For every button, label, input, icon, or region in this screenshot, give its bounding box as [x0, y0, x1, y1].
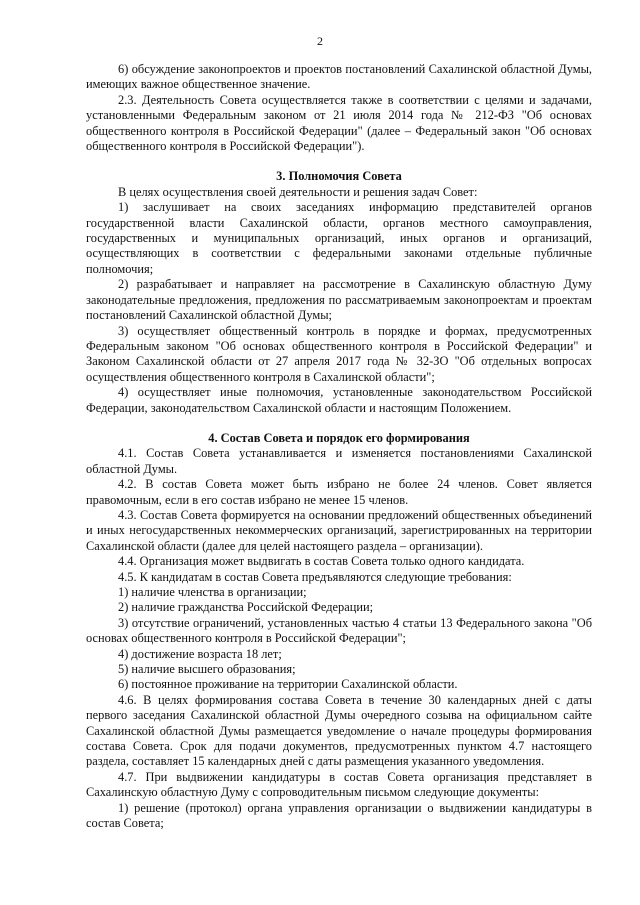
paragraph: 2.3. Деятельность Совета осуществляется также в соответствии с целями и задачами, установленными Федеральным законом от 21 июля 2014 года № 212-ФЗ "Об основах общественного контроля в Российской Федерации" (далее – Федеральный закон "Об основах общественного контроля в Российской Федерации").	[86, 92, 592, 154]
list-item: 4) достижение возраста 18 лет;	[118, 646, 282, 661]
list-item: 2) разрабатывает и направляет на рассмотрение в Сахалинскую областную Думу законодательные предложения, предложения по рассматриваемым законопроектам и проектам постановлений Сахалинской областной Думы;	[86, 277, 592, 323]
paragraph: 4.6. В целях формирования состава Совета в течение 30 календарных дней с даты первого заседания Сахалинской областной Думы очередного созыва на официальном сайте Сахалинской областной Думы размещается уведомление о начале процедуры формирования состава Совета. Срок для подачи документов, предусмотренных пунктом 4.7 настоящего раздела, составляет 15 календарных дней с даты размещения указанного уведомления.	[86, 692, 592, 769]
spacer	[86, 154, 592, 169]
list-item: 3) отсутствие ограничений, установленных частью 4 статьи 13 Федерального закона "Об основах общественного контроля в Российской Федерации";	[86, 615, 592, 646]
page-number: 2	[317, 34, 323, 48]
list-item: 1) решение (протокол) органа управления организации о выдвижении кандидатуры в состав Совета;	[86, 800, 592, 831]
spacer	[86, 416, 592, 431]
list-item: 5) наличие высшего образования;	[118, 662, 296, 677]
list-item: 3) осуществляет общественный контроль в порядке и формах, предусмотренных Федеральным законом "Об основах общественного контроля в Российской Федерации" и Законом Сахалинской области от 27 апреля 2017 года № 32-ЗО "Об отдельных вопросах осуществления общественного контроля в Сахалинской области";	[86, 323, 592, 384]
paragraph: 4.7. При выдвижении кандидатуры в состав Совета организация представляет в Сахалинскую областную Думу с сопроводительным письмом следующие документы:	[86, 769, 592, 800]
paragraph: В целях осуществления своей деятельности и решения задач Совет:	[118, 184, 478, 199]
paragraph: 4.3. Состав Совета формируется на основании предложений общественных объединений и иных негосударственных некоммерческих организаций, зарегистрированных на территории Сахалинской области (далее для целей настоящего раздела – организации).	[86, 507, 592, 553]
paragraph: 4.4. Организация может выдвигать в состав Совета только одного кандидата.	[118, 554, 525, 569]
section-heading: 3. Полномочия Совета	[276, 169, 402, 184]
list-item: 1) заслушивает на своих заседаниях информацию представителей органов государственной власти Сахалинской области, органов местного самоуправления, государственных и муниципальных организаций, иных органов и организаций, осуществляющих в соответствии с федеральными законами отдельные публичные полномочия;	[86, 200, 592, 276]
list-item: 2) наличие гражданства Российской Федерации;	[118, 600, 374, 615]
paragraph: 4.1. Состав Совета устанавливается и изменяется постановлениями Сахалинской областной Думы.	[86, 446, 592, 476]
paragraph: 4.2. В состав Совета может быть избрано не более 24 членов. Совет является правомочным, если в его состав избрано не менее 15 членов.	[86, 477, 592, 507]
section-heading: 4. Состав Совета и порядок его формирования	[208, 430, 470, 445]
paragraph: 4.5. К кандидатам в состав Совета предъявляются следующие требования:	[118, 569, 512, 584]
list-item: 4) осуществляет иные полномочия, установленные законодательством Российской Федерации, законодательством Сахалинской области и настоящим Положением.	[86, 385, 592, 415]
list-item: 1) наличие членства в организации;	[118, 585, 307, 599]
paragraph: 6) обсуждение законопроектов и проектов постановлений Сахалинской областной Думы, имеющих важное общественное значение.	[86, 62, 592, 92]
list-item: 6) постоянное проживание на территории Сахалинской области.	[118, 677, 458, 692]
document-body	[86, 62, 592, 832]
